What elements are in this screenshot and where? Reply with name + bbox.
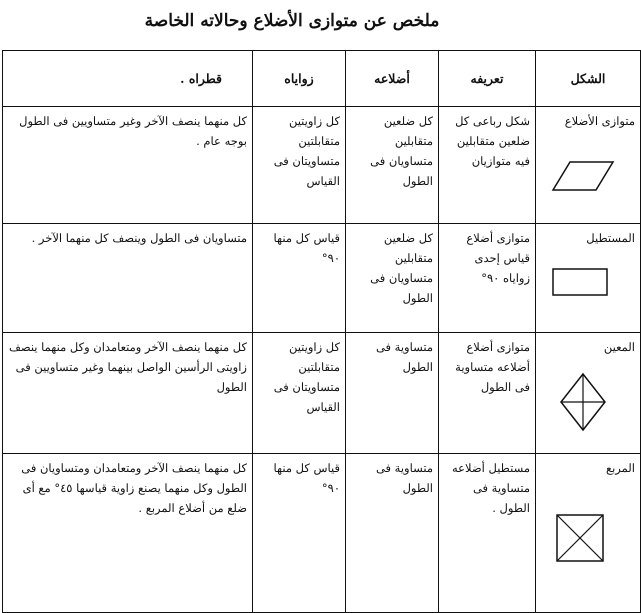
sides-cell: كل ضلعين متقابلين متساويان فى الطول xyxy=(346,107,439,224)
header-angles: زواياه xyxy=(253,51,346,107)
angles-cell: كل زاويتين متقابلتين متساويتان فى القياس xyxy=(253,107,346,224)
shape-name: المستطيل xyxy=(586,231,635,245)
sides-cell: متساوية فى الطول xyxy=(346,454,439,613)
table-row xyxy=(3,224,641,333)
shape-name: المعين xyxy=(603,340,635,354)
table-row xyxy=(3,107,641,224)
rhombus-icon xyxy=(558,371,608,433)
angles-cell: قياس كل منها ٩٠° xyxy=(253,224,346,333)
shape-cell xyxy=(536,107,641,224)
rectangle-icon xyxy=(550,266,610,298)
sides-cell: كل ضلعين متقابلين متساويان فى الطول xyxy=(346,224,439,333)
angles-cell: قياس كل منها ٩٠° xyxy=(253,454,346,613)
shape-name: المربع xyxy=(605,461,635,475)
diagonals-cell: كل منهما ينصف الآخر ومتعامدان ومتساويان فى الطول وكل منهما يصنع زاوية قياسها ٤٥° مع أى ضلع من أضلاع المربع . xyxy=(3,454,253,613)
definition-cell: شكل رباعى كل ضلعين متقابلين فيه متوازيان xyxy=(439,107,536,224)
header-shape: الشكل xyxy=(536,51,641,107)
header-row xyxy=(3,51,641,107)
table-row xyxy=(3,454,641,613)
summary-table xyxy=(2,50,641,613)
definition-cell: مستطيل أضلاعه متساوية فى الطول . xyxy=(439,454,536,613)
header-definition: تعريفه xyxy=(439,51,536,107)
square-icon xyxy=(554,512,606,564)
diagonals-cell: كل منهما ينصف الآخر ومتعامدان وكل منهما ينصف زاويتى الرأسين الواصل بينهما وغير متساويين فى الطول xyxy=(3,333,253,454)
definition-cell: متوازى أضلاع أضلاعه متساوية فى الطول xyxy=(439,333,536,454)
diagonals-cell: كل منهما ينصف الآخر وغير متساويين فى الطول بوجه عام . xyxy=(3,107,253,224)
parallelogram-icon xyxy=(550,159,616,193)
table-row xyxy=(3,333,641,454)
definition-cell: متوازى أضلاع قياس إحدى زواياه ٩٠° xyxy=(439,224,536,333)
shape-cell xyxy=(536,454,641,613)
header-sides: أضلاعه xyxy=(346,51,439,107)
diagonals-cell: متساويان فى الطول وينصف كل منهما الآخر . xyxy=(3,224,253,333)
page-title: ملخص عن متوازى الأضلاع وحالاته الخاصة xyxy=(144,11,440,31)
sides-cell: متساوية فى الطول xyxy=(346,333,439,454)
shape-name: متوازى الأضلاع xyxy=(564,114,635,128)
shape-cell xyxy=(536,333,641,454)
angles-cell: كل زاويتين متقابلتين متساويتان فى القياس xyxy=(253,333,346,454)
shape-cell xyxy=(536,224,641,333)
header-diagonals: قطراه . xyxy=(3,51,253,107)
